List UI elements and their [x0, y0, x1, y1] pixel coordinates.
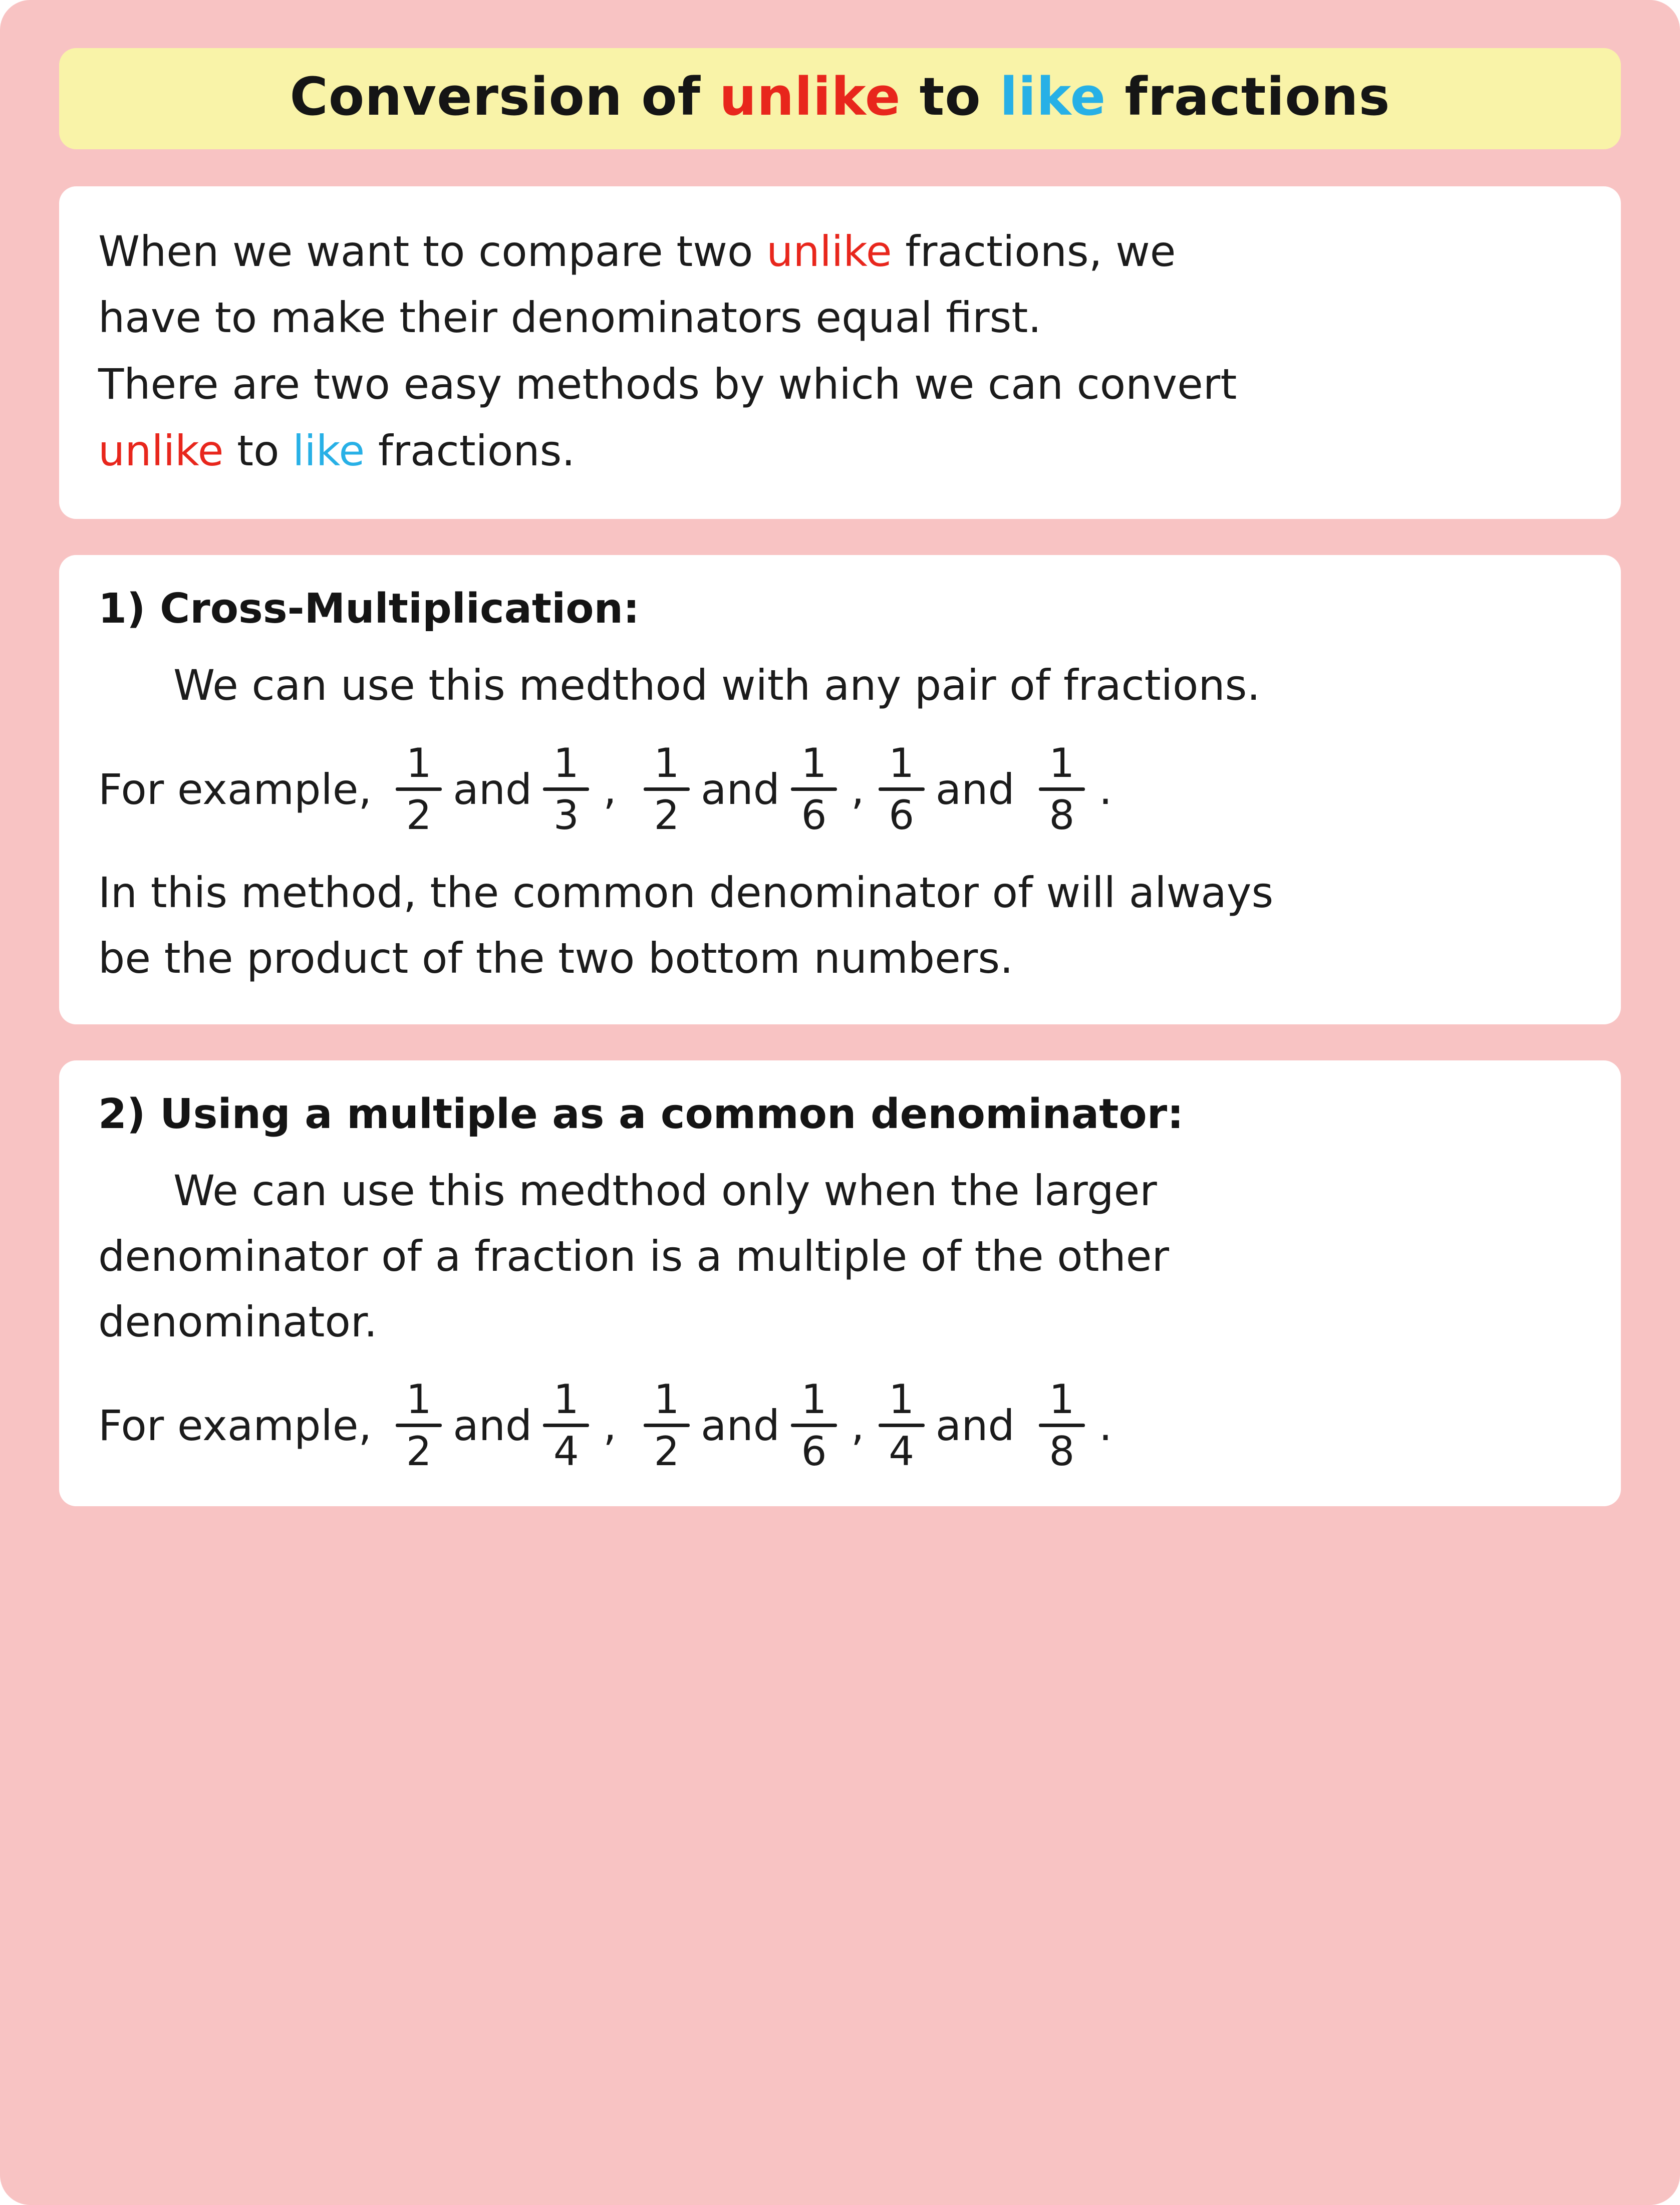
fraction-denominator: 4	[553, 1428, 579, 1475]
title-part-1: Conversion of	[290, 66, 720, 127]
fraction-numerator: 1	[406, 739, 432, 786]
fraction-bar	[543, 1424, 589, 1427]
and-label-1-1: and	[453, 764, 532, 814]
method-1-card	[59, 555, 1621, 1024]
fraction-bar	[396, 1424, 442, 1427]
fraction-bar	[879, 787, 925, 791]
fraction-denominator: 2	[654, 1428, 680, 1475]
fraction-denominator: 6	[801, 1428, 827, 1475]
title-part-2: to	[901, 66, 1000, 127]
method-1-line-1	[98, 653, 1582, 718]
fraction-1-1-b	[543, 739, 589, 839]
fraction-2-2-b	[791, 1375, 837, 1475]
fraction-denominator: 6	[801, 792, 827, 839]
method-2-line-1-text: We can use this medthod only when the larger	[173, 1166, 1157, 1215]
fraction-bar	[791, 787, 837, 791]
method-1-note-line-2: be the product of the two bottom numbers.	[98, 933, 1013, 983]
and-label-1-3: and	[935, 764, 1015, 814]
fraction-1-1-a	[396, 739, 442, 839]
intro-unlike-word: unlike	[766, 226, 892, 276]
fraction-numerator: 1	[801, 1375, 827, 1423]
fraction-numerator: 1	[654, 739, 680, 786]
method-2-card	[59, 1060, 1621, 1506]
intro-line-4-b: fractions.	[365, 426, 576, 475]
comma-2: ,	[851, 764, 865, 814]
fraction-1-3-b	[1039, 739, 1085, 839]
page-title-card	[59, 48, 1621, 149]
title-like-word: like	[999, 66, 1106, 127]
intro-like-word: like	[293, 426, 365, 475]
period-2: .	[1098, 1401, 1112, 1450]
intro-line-3: There are two easy methods by which we can convert	[98, 360, 1237, 409]
period-1: .	[1098, 764, 1112, 814]
fraction-1-3-a	[879, 739, 925, 839]
fraction-bar	[396, 787, 442, 791]
fraction-denominator: 8	[1049, 792, 1075, 839]
method-1-example-line	[98, 739, 1582, 839]
method-2-heading: 2) Using a multiple as a common denominator:	[98, 1090, 1184, 1138]
fraction-numerator: 1	[889, 1375, 915, 1423]
and-label-2-2: and	[700, 1401, 780, 1450]
fraction-2-1-b	[543, 1375, 589, 1475]
method-1-heading: 1) Cross-Multiplication:	[98, 585, 640, 633]
fraction-bar	[879, 1424, 925, 1427]
comma-1: ,	[603, 764, 617, 814]
page-title	[79, 67, 1601, 127]
method-2-line-1	[98, 1158, 1582, 1224]
fraction-bar	[1039, 787, 1085, 791]
method-1-example-label: For example,	[98, 764, 372, 814]
intro-line-1	[98, 218, 1582, 285]
fraction-numerator: 1	[553, 739, 579, 786]
fraction-numerator: 1	[406, 1375, 432, 1423]
method-2-example-line	[98, 1375, 1582, 1475]
intro-line-4-a: to	[223, 426, 293, 475]
method-2-line-2: denominator of a fraction is a multiple of the other	[98, 1231, 1169, 1281]
fraction-bar	[1039, 1424, 1085, 1427]
fraction-2-3-a	[879, 1375, 925, 1475]
fraction-denominator: 2	[654, 792, 680, 839]
intro-card	[59, 186, 1621, 519]
fraction-1-2-b	[791, 739, 837, 839]
fraction-bar	[543, 787, 589, 791]
title-part-3: fractions	[1106, 66, 1390, 127]
intro-line-2: have to make their denominators equal first.	[98, 293, 1042, 343]
fraction-numerator: 1	[553, 1375, 579, 1423]
fraction-2-3-b	[1039, 1375, 1085, 1475]
fraction-denominator: 8	[1049, 1428, 1075, 1475]
comma-3: ,	[603, 1401, 617, 1450]
fraction-denominator: 2	[406, 792, 432, 839]
intro-line-4	[98, 418, 1582, 484]
fraction-bar	[644, 1424, 690, 1427]
method-2-example-label: For example,	[98, 1401, 372, 1450]
fraction-numerator: 1	[654, 1375, 680, 1423]
method-1-note-line-1: In this method, the common denominator of will always	[98, 868, 1274, 917]
method-1-line-1-text: We can use this medthod with any pair of fractions.	[173, 661, 1261, 710]
fraction-numerator: 1	[1049, 739, 1075, 786]
title-unlike-word: unlike	[719, 66, 901, 127]
fraction-2-1-a	[396, 1375, 442, 1475]
fraction-numerator: 1	[889, 739, 915, 786]
intro-line-1-a: When we want to compare two	[98, 226, 767, 276]
and-label-2-1: and	[453, 1401, 532, 1450]
intro-unlike-word-2: unlike	[98, 426, 224, 475]
intro-line-1-b: fractions, we	[892, 226, 1176, 276]
fraction-bar	[791, 1424, 837, 1427]
fraction-denominator: 4	[889, 1428, 915, 1475]
comma-4: ,	[851, 1401, 865, 1450]
fraction-2-2-a	[644, 1375, 690, 1475]
method-2-line-3: denominator.	[98, 1297, 378, 1346]
fraction-1-2-a	[644, 739, 690, 839]
fraction-denominator: 3	[553, 792, 579, 839]
fraction-denominator: 2	[406, 1428, 432, 1475]
fraction-bar	[644, 787, 690, 791]
fraction-numerator: 1	[1049, 1375, 1075, 1423]
and-label-2-3: and	[935, 1401, 1015, 1450]
and-label-1-2: and	[700, 764, 780, 814]
fraction-denominator: 6	[889, 792, 915, 839]
fraction-numerator: 1	[801, 739, 827, 786]
